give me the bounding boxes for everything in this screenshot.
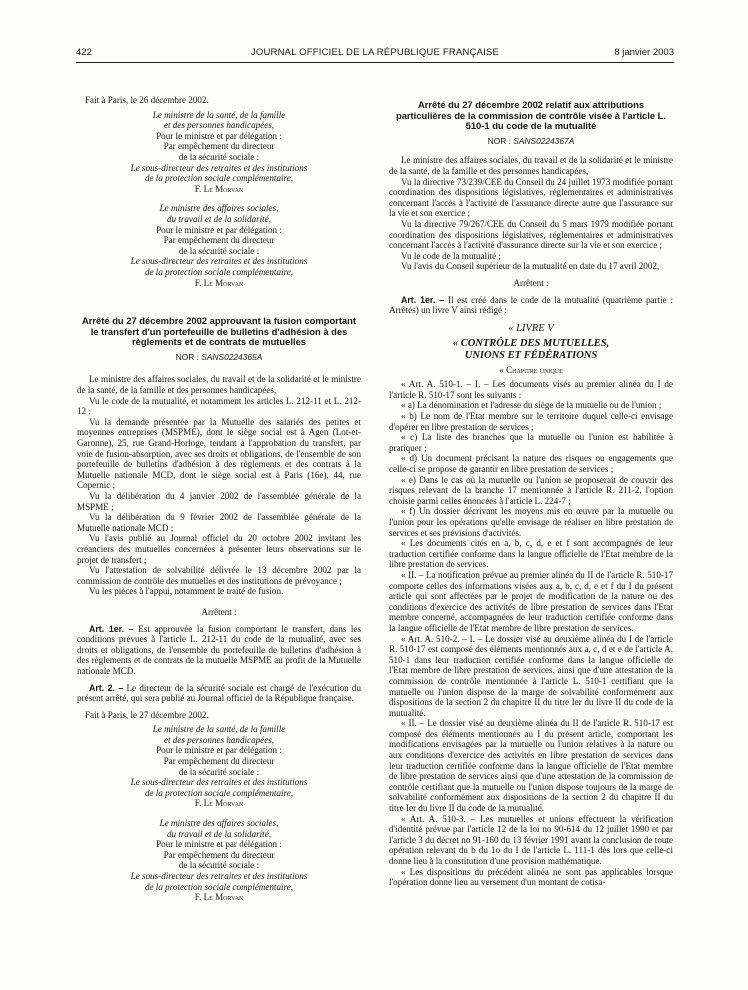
sous-directeur-title: Le sous-directeur des retraites et des institutions [130, 162, 308, 173]
empechement-line: de la sécurité sociale : [178, 766, 260, 777]
minister-title: du travail et de la solidarité, [166, 828, 272, 839]
body-paragraph: « a) La dénomination et l'adresse du siège de la mutuelle ou de l'union ; [401, 400, 662, 411]
sous-directeur-title: de la protection sociale complémentaire, [144, 266, 294, 277]
visa-paragraph: Vu l'avis du Conseil supérieur de la mutualité en date du 17 avril 2002, [401, 261, 660, 272]
visa-paragraph: Vu la demande présentée par la Mutuelle des salariés des petites et moyennes entreprises (MSPME), dont le siège social est à Agen (Lot-et-Garonne), 25, rue Grand-Horloge, tendant à l'approbation du transfert, par voie de fusion-absorption, avec ses droits et obligations, de l'ensemble de son portefeuille de bulletins d'adhésion à des règlements et des contrats à la Mutuelle nationale MCD, dont le siège social est à Paris (16e), 44, rue Copernic ; [77, 416, 361, 491]
signature-block [77, 110, 361, 195]
empechement-line: Par empêchement du directeur [163, 756, 275, 767]
journal-title: JOURNAL OFFICIEL DE LA RÉPUBLIQUE FRANÇAISE [250, 47, 500, 58]
sous-directeur-title: Le sous-directeur des retraites et des institutions [130, 871, 308, 881]
article-text: Il est créé dans le code de la mutualité (quatrième partie : Arrêtés) un livre V ainsi rédigé : [389, 294, 673, 316]
visa-paragraph: Le ministre des affaires sociales, du travail et de la solidarité et le ministre de la santé, de la famille et des personnes handicapées, [77, 374, 361, 396]
arretent-heading: Arrêtent : [513, 277, 549, 288]
controle-heading: « CONTRÔLE DES MUTUELLES, [452, 337, 610, 349]
body-paragraph: « Art. A. 510-3. – Les mutuelles et unions effectuent la vérification d'identité prévue par l'article 12 de la loi no 90-614 du 12 juillet 1990 et par l'article 3 du décret no 91-160 du 13 février 1991 avant la conclusion de toute opération relevant du b du 1o du I de l'article L. 111-1 dès lors que celle-ci donne lieu à la constitution d'une provision mathématique. [389, 813, 673, 866]
visa-paragraph: Le ministre des affaires sociales, du travail et de la solidarité et le ministre de la santé, de la famille et des personnes handicapées, [389, 155, 673, 176]
body-paragraph: « II. – La notification prévue au premier alinéa du II de l'article R. 510-17 comporte celles des informations visées aux a, b, c, d, e et f du I du présent article qui sont affectées par le projet de modification de la nature ou des conditions d'exercice des activités de libre prestation de services dans l'Etat membre concerné, accompagnées de leur traduction certifiée conforme dans la langue officielle de l'Etat membre de libre prestation de services. [389, 569, 673, 633]
minister-title: Le ministre des affaires sociales, [159, 818, 279, 829]
article-label: Art. 1er. – [401, 294, 445, 305]
body-paragraph: « b) Le nom de l'Etat membre sur le territoire duquel celle-ci envisage d'opérer en libre prestation de services ; [389, 411, 673, 432]
visa-list [77, 374, 361, 596]
nor-code: SANS0224365A [201, 351, 263, 362]
visa-paragraph: Vu la directive 73/239/CEE du Conseil du 24 juillet 1973 modifiée portant coordination des dispositions législatives, réglementaires et administratives concernant l'accès à l'activité de l'assurance directe autre que l'assurance sur la vie et son exercice ; [389, 176, 673, 219]
fait-a-paris: Fait à Paris, le 26 décembre 2002. [85, 95, 209, 105]
nor-label: NOR : [487, 135, 511, 146]
visa-paragraph: Vu le code de la mutualité, et notamment les articles L. 212-11 et L. 212-12 ; [77, 395, 361, 417]
empechement-line: de la sécurité sociale : [178, 245, 260, 256]
article-1 [389, 295, 673, 316]
issue-date: 8 janvier 2003 [614, 47, 674, 58]
header-rule [76, 62, 674, 63]
nor-label: NOR : [175, 351, 199, 362]
body-paragraph: « Art. A. 510-1. – I. – Les documents visés au premier alinéa du I de l'article R. 510-17 sont les suivants : [389, 379, 673, 400]
page-number: 422 [76, 47, 92, 58]
delegation-line: Pour le ministre et par délégation : [156, 745, 282, 756]
page-header [76, 48, 674, 60]
nor-reference [389, 136, 673, 147]
arrete-title: Arrêté du 27 décembre 2002 relatif aux attributions particulières de la commission de contrôle visée à l'article L. 510-1 du code de la mutualité [395, 99, 667, 132]
article-text: Est approuvée la fusion comportant le transfert, dans les conditions prévues à l'article L. 212-11 du code de la mutualité, avec ses droits et obligations, de l'ensemble du portefeuille de bulletins d'adhésion à des règlements et de contrats de la mutuelle MSPME au profit de la Mutuelle nationale MCD. [77, 623, 361, 676]
delegation-line: Pour le ministre et par délégation : [156, 224, 282, 235]
empechement-line: Par empêchement du directeur [163, 141, 275, 152]
minister-title: Le ministre des affaires sociales, [159, 203, 279, 214]
signature-block [77, 203, 361, 288]
visa-paragraph: Vu les pièces à l'appui, notamment le traité de fusion. [89, 586, 284, 597]
signatory-name: F. Le Morvan [194, 892, 244, 903]
article-text: Le directeur de la sécurité sociale est chargé de l'exécution du présent arrêté, qui sera publié au Journal officiel de la République française. [77, 682, 361, 704]
visa-paragraph: Vu la délibération du 4 janvier 2002 de l'assemblée générale de la MSPME ; [77, 491, 361, 512]
livre-heading: « LIVRE V [508, 322, 554, 334]
empechement-line: Par empêchement du directeur [163, 849, 275, 860]
article-body [389, 379, 673, 888]
minister-title: du travail et de la solidarité, [166, 213, 272, 224]
nor-code: SANS0224367A [513, 135, 575, 146]
article-2 [77, 683, 361, 704]
body-paragraph: « Les documents cités en a, b, c, d, e et f sont accompagnés de leur traduction certifiée conforme dans la langue officielle de l'Etat membre de la libre prestation de services. [389, 538, 673, 570]
signature-block [77, 818, 361, 903]
empechement-line: Par empêchement du directeur [163, 235, 275, 246]
controle-heading: UNIONS ET FÉDÉRATIONS [464, 349, 598, 361]
empechement-line: de la sécurité sociale : [178, 151, 260, 162]
arrete-title: Arrêté du 27 décembre 2002 approuvant la fusion comportant le transfert d'un portefeuille de bulletins d'adhésion à des règlements et de contrats de mutuelles [81, 315, 357, 348]
body-paragraph: « Art. A. 510-2. – I. – Le dossier visé au deuxième alinéa du I de l'article R. 510-17 est composé des éléments mentionnés aux a, c, d et e de l'article A. 510-1 dans leur traduction certifiée conforme dans la langue officielle de l'Etat membre de libre prestation de services, ainsi que d'une attestation de la commission de contrôle mentionnée à l'article L. 510-1 certifiant que la mutuelle ou l'union dispose de la marge de solvabilité conformément aux dispositions de la section 2 du chapitre II du titre Ier du livre II du code de la mutualité. [389, 633, 673, 718]
visa-paragraph: Vu le code de la mutualité ; [401, 250, 501, 261]
visa-paragraph: Vu l'attestation de solvabilité délivrée le 13 décembre 2002 par la commission de contrôle des mutuelles et des institutions de prévoyance ; [77, 565, 361, 586]
visa-list [389, 155, 673, 272]
sous-directeur-title: de la protection sociale complémentaire, [144, 787, 294, 798]
body-paragraph: « II. – Le dossier visé au deuxième alinéa du II de l'article R. 510-17 est composé des éléments mentionnés au I du présent article, comportant les modifications envisagées par la mutuelle ou l'union relatives à la nature ou aux conditions d'exercice des activités en libre prestation de services dans leur traduction certifiée conforme dans la langue officielle de l'Etat membre de libre prestation de services ainsi que d'une attestation de la commission de contrôle certifiant que la mutuelle ou l'union dispose toujours de la marge de solvabilité conformément aux dispositions de la section 2 du chapitre II du titre Ier du livre II du code de la mutualité. [389, 718, 673, 814]
signature-block [77, 724, 361, 809]
minister-title: Le ministre de la santé, de la famille [152, 109, 286, 120]
empechement-line: de la sécurité sociale : [178, 860, 260, 871]
arretent-heading: Arrêtent : [201, 606, 237, 617]
body-paragraph: « c) La liste des branches que la mutuelle ou l'union est habilitée à pratiquer ; [389, 432, 673, 453]
body-paragraph: « d) Un document précisant la nature des risques ou engagements que celle-ci se propose de garantir en libre prestation de services ; [389, 453, 673, 475]
article-1 [77, 624, 361, 677]
sous-directeur-title: Le sous-directeur des retraites et des institutions [130, 777, 308, 788]
article-label: Art. 2. – [89, 682, 124, 693]
signatory-name: F. Le Morvan [194, 798, 244, 809]
delegation-line: Pour le ministre et par délégation : [156, 130, 282, 141]
body-paragraph: « e) Dans le cas où la mutuelle ou l'union se proposerait de couvrir des risques relevant de la branche 17 mentionnée à l'article R. 211-2, l'option choisie parmi celles énoncées à l'article L. 224-7 ; [389, 474, 673, 506]
left-column [77, 95, 361, 903]
right-column [389, 100, 673, 888]
sous-directeur-title: Le sous-directeur des retraites et des institutions [130, 256, 308, 267]
delegation-line: Pour le ministre et par délégation : [156, 839, 282, 850]
body-paragraph: « Les dispositions du précédent alinéa ne sont pas applicables lorsque l'opération donne lieu au versement d'un montant de cotisa- [389, 866, 673, 888]
nor-reference [77, 352, 361, 363]
chapitre-heading: « Chapitre unique [499, 364, 563, 375]
visa-paragraph: Vu la directive 79/267/CEE du Conseil du 5 mars 1979 modifiée portant coordination des dispositions législatives, réglementaires et administratives concernant l'accès à l'activité d'assurance directe sur la vie et son exercice ; [389, 218, 673, 251]
minister-title: Le ministre de la santé, de la famille [152, 724, 286, 735]
sous-directeur-title: de la protection sociale complémentaire, [144, 881, 294, 892]
body-paragraph: « f) Un dossier décrivant les moyens mis en œuvre par la mutuelle ou l'union pour les opérations qu'elle envisage de réaliser en libre prestation de services et ses prévisions d'activités. [389, 506, 673, 538]
signatory-name: F. Le Morvan [194, 277, 244, 288]
fait-a-paris: Fait à Paris, le 27 décembre 2002. [85, 709, 209, 720]
minister-title: et des personnes handicapées, [163, 734, 275, 745]
article-label: Art. 1er. – [89, 623, 134, 634]
sous-directeur-title: de la protection sociale complémentaire, [144, 173, 294, 184]
signatory-name: F. Le Morvan [194, 183, 244, 194]
minister-title: et des personnes handicapées, [163, 120, 275, 131]
visa-paragraph: Vu la délibération du 9 février 2002 de l'assemblée générale de la Mutuelle nationale MCD ; [77, 512, 361, 533]
visa-paragraph: Vu l'avis publié au Journal officiel du 20 octobre 2002 invitant les créanciers des mutuelles concernées à présenter leurs observations sur le projet de transfert ; [77, 533, 361, 565]
